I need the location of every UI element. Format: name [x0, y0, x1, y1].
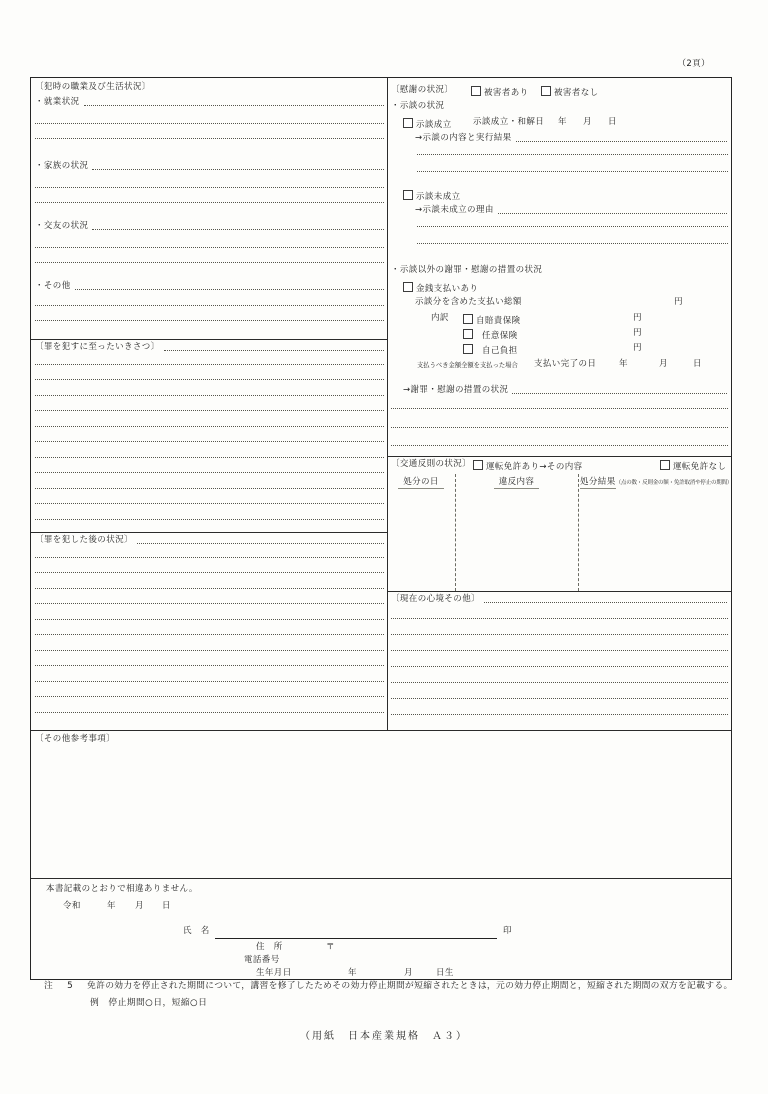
writing-line	[35, 572, 384, 573]
checkbox-victim-present-item	[471, 86, 529, 99]
full-paid-note: 支払うべき金額全額を支払った場合	[417, 362, 518, 369]
footnote-example: 例 停止期間○日，短縮○日	[90, 998, 208, 1008]
month-label: 月	[659, 359, 668, 369]
unsettled-reason-row	[415, 206, 728, 216]
section-title: 〔その他参考事項〕	[35, 734, 116, 744]
writing-line	[35, 503, 384, 504]
field-label: →示談の内容と実行結果	[415, 133, 512, 143]
writing-line	[35, 138, 384, 139]
writing-line	[484, 602, 727, 603]
section-title: 〔罪を犯した後の状況〕	[35, 535, 133, 545]
section-title-row	[391, 595, 728, 605]
settlement-content-row	[415, 134, 728, 144]
phone-label: 電話番号	[244, 955, 280, 965]
yen-label: 円	[633, 313, 642, 323]
section-title-row	[35, 343, 385, 353]
writing-line	[164, 350, 384, 351]
section-after-offense	[31, 532, 387, 730]
writing-line	[417, 226, 728, 227]
paper-size-footer: （用紙 日本産業規格 Ａ３）	[300, 1031, 468, 1042]
settlement-not-reached-row	[403, 190, 461, 203]
writing-line	[92, 169, 384, 170]
writing-line	[391, 714, 728, 715]
birth-label: 生年月日	[256, 968, 292, 978]
writing-line	[35, 603, 384, 604]
writing-line	[391, 408, 728, 409]
year-label: 年	[107, 901, 116, 911]
signature-line	[215, 938, 497, 939]
measures-status-row	[403, 386, 728, 396]
writing-line	[35, 665, 384, 666]
checkbox-settlement-reached	[403, 118, 413, 128]
writing-line	[35, 557, 384, 558]
checkbox-compulsory-insurance	[463, 314, 473, 324]
checkbox-label: 自賠責保険	[476, 316, 521, 326]
writing-line	[35, 320, 384, 321]
writing-line	[391, 427, 728, 428]
yen-label: 円	[633, 328, 642, 338]
column-header-label: 処分の日	[398, 477, 444, 489]
birth-day-suffix: 日生	[436, 968, 454, 978]
section-state-of-mind	[387, 591, 731, 730]
field-employment-status	[35, 98, 385, 108]
field-label: ・就業状況	[35, 97, 80, 107]
writing-line	[35, 247, 384, 248]
writing-line	[35, 202, 384, 203]
writing-line	[35, 379, 384, 380]
writing-line	[391, 666, 728, 667]
writing-line	[137, 543, 384, 544]
checkbox-label: 示談未成立	[416, 192, 461, 202]
seal-label: 印	[503, 926, 512, 936]
section-circumstances	[31, 339, 387, 532]
checkbox-victim-present	[471, 86, 481, 96]
yen-label: 円	[633, 343, 642, 353]
section-title: 〔現在の心境その他〕	[391, 594, 481, 604]
license-no-row	[660, 460, 726, 473]
footnote-text: 免許の効力を停止された期間について，講習を修了したためその効力停止期間が短縮されたときは，元の効力停止期間と，短縮された期間の双方を記載する。	[87, 981, 733, 991]
settlement-date-label: 示談成立・和解日	[473, 117, 545, 127]
checkbox-settlement-not-reached	[403, 190, 413, 200]
month-label: 月	[135, 901, 144, 911]
month-label: 月	[404, 968, 413, 978]
checkbox-license-no	[660, 460, 670, 470]
writing-line	[35, 472, 384, 473]
table-header-result	[580, 478, 732, 488]
day-label: 日	[693, 359, 702, 369]
writing-line	[92, 229, 384, 230]
writing-line	[35, 696, 384, 697]
total-paid-label: 示談分を含めた支払い総額	[415, 297, 522, 307]
writing-line	[512, 393, 727, 394]
table-header-violation	[455, 478, 578, 488]
other-measures-label: ・示談以外の謝罪・慰謝の措置の状況	[391, 265, 543, 275]
checkbox-victim-none-item	[541, 86, 599, 99]
postal-mark: 〒	[326, 942, 335, 952]
optional-insurance-row	[463, 329, 518, 342]
writing-line	[35, 519, 384, 520]
writing-line	[391, 445, 728, 446]
checkbox-license-yes	[473, 460, 483, 470]
writing-line	[35, 457, 384, 458]
writing-line	[391, 618, 728, 619]
section-title: 〔罪を犯すに至ったいきさつ〕	[35, 342, 160, 352]
field-label: →謝罪・慰謝の措置の状況	[403, 385, 509, 395]
writing-line	[498, 213, 727, 214]
field-label: →示談未成立の理由	[415, 205, 494, 215]
section-occupation-life	[31, 78, 387, 339]
section-title-row	[35, 536, 385, 546]
checkbox-victim-none	[541, 86, 551, 96]
checkbox-money-paid	[403, 282, 413, 292]
era-label: 令和	[63, 901, 81, 911]
writing-line	[516, 141, 727, 142]
writing-line	[417, 154, 728, 155]
writing-line	[35, 441, 384, 442]
writing-line	[35, 123, 384, 124]
month-label: 月	[583, 117, 592, 127]
day-label: 日	[162, 901, 171, 911]
column-header-label: 違反内容	[494, 477, 540, 489]
section-signature	[31, 878, 731, 979]
writing-line	[35, 650, 384, 651]
writing-line	[35, 410, 384, 411]
writing-line	[417, 243, 728, 244]
writing-line	[417, 171, 728, 172]
section-title: 〔犯時の職業及び生活状況〕	[35, 82, 151, 92]
writing-line	[75, 289, 384, 290]
writing-line	[35, 588, 384, 589]
writing-line	[35, 681, 384, 682]
name-label: 氏 名	[183, 926, 210, 936]
breakdown-label: 内訳	[431, 313, 449, 323]
writing-line	[35, 262, 384, 263]
footnote-prefix: 注	[44, 981, 54, 991]
writing-line	[391, 634, 728, 635]
yen-label: 円	[674, 297, 683, 307]
writing-line	[35, 364, 384, 365]
table-header-disposal-date	[387, 478, 455, 488]
writing-line	[35, 305, 384, 306]
footnote	[44, 981, 733, 991]
section-title: 〔交通反則の状況〕	[391, 459, 472, 469]
field-family-status	[35, 162, 385, 172]
writing-line	[35, 619, 384, 620]
field-label: ・その他	[35, 281, 71, 291]
writing-line	[35, 395, 384, 396]
settlement-status-label: ・示談の状況	[391, 101, 445, 111]
compulsory-insurance-row	[463, 314, 521, 327]
checkbox-self-pay	[463, 344, 473, 354]
field-label: ・交友の状況	[35, 221, 89, 231]
checkbox-label: 被害者あり	[484, 88, 529, 98]
completion-date-label: 支払い完了の日	[534, 359, 597, 369]
self-pay-row	[463, 344, 518, 357]
field-other-status	[35, 282, 385, 292]
checkbox-label: 被害者なし	[554, 88, 599, 98]
address-label: 住 所	[256, 942, 283, 952]
column-header-label: 処分結果	[580, 477, 616, 487]
declaration-text: 本書記載のとおりで相違ありません。	[46, 884, 198, 894]
writing-line	[35, 488, 384, 489]
checkbox-label: 運転免許なし	[673, 462, 727, 472]
form-outer-box	[30, 77, 732, 980]
writing-line	[391, 698, 728, 699]
year-label: 年	[348, 968, 357, 978]
writing-line	[35, 426, 384, 427]
license-yes-row	[473, 460, 583, 473]
settlement-reached-row	[403, 118, 452, 131]
year-label: 年	[558, 117, 567, 127]
field-label: ・家族の状況	[35, 161, 89, 171]
section-traffic-violation	[387, 456, 731, 591]
checkbox-label: 金銭支払いあり	[416, 284, 479, 294]
checkbox-label: 示談成立	[416, 120, 452, 130]
page-number: （2頁）	[677, 59, 710, 69]
writing-line	[35, 712, 384, 713]
checkbox-optional-insurance	[463, 329, 473, 339]
day-label: 日	[608, 117, 617, 127]
money-paid-row	[403, 282, 478, 295]
checkbox-label: 任意保険	[482, 331, 518, 341]
writing-line	[391, 682, 728, 683]
year-label: 年	[619, 359, 628, 369]
section-title: 〔慰謝の状況〕	[391, 85, 454, 95]
section-consolation	[387, 78, 731, 456]
writing-line	[35, 187, 384, 188]
writing-line	[391, 650, 728, 651]
field-friends-status	[35, 222, 385, 232]
writing-line	[84, 105, 384, 106]
writing-line	[35, 634, 384, 635]
checkbox-label: 自己負担	[482, 346, 518, 356]
column-header-note: （点の数・反則金の額・免許取消や停止の期間）	[615, 480, 733, 486]
section-other-reference	[31, 730, 731, 878]
checkbox-label: 運転免許あり→その内容	[486, 462, 583, 472]
footnote-number: 5	[67, 981, 74, 991]
